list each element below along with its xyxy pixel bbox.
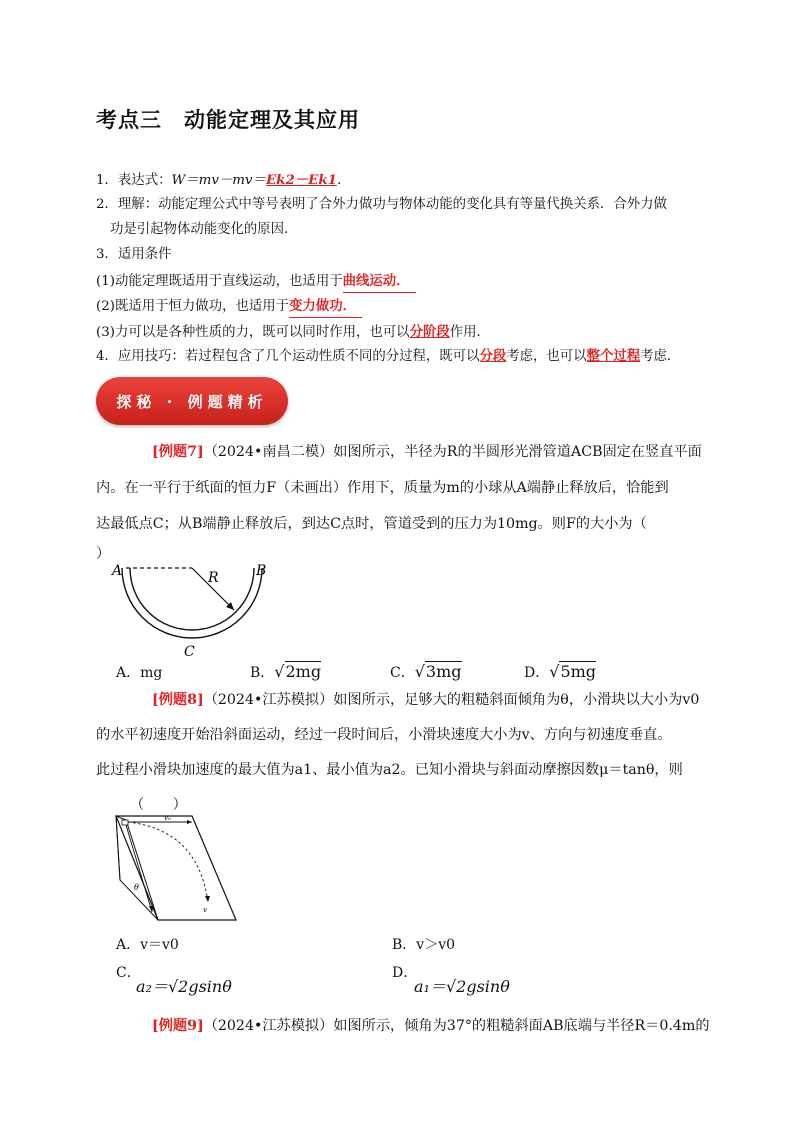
item-2: 2．理解：动能定理公式中等号表明了合外力做功与物体动能的变化具有等量代换关系．合外力做 (96, 197, 667, 212)
example-8-text-3: 此过程小滑块加速度的最大值为a1、最小值为a2。已知小滑块与斜面动摩擦因数μ＝tanθ，则 (96, 762, 683, 778)
item-5-text: (2)既适用于恒力做功，也适用于 (96, 299, 290, 314)
ex7-option-d[interactable]: D．√5mg (524, 662, 597, 681)
label-C: C (184, 644, 195, 660)
ex8-option-d-value: a₁＝√2gsinθ (414, 977, 510, 996)
item-1-end: . (336, 173, 342, 188)
item-7-text: 4．应用技巧：若过程包含了几个运动性质不同的分过程，既可以 (96, 349, 480, 364)
example-7-text-2: 内。在一平行于纸面的恒力F（未画出）作用下，质量为m的小球从A端静止释放后，恰能到 (96, 480, 669, 496)
item-2-cont: 功是引起物体动能变化的原因． (110, 222, 298, 237)
item-7-answer-2: 整个过程 (586, 348, 641, 364)
item-7-mid: 考虑，也可以 (506, 349, 587, 364)
item-1-formula: W＝mv－mv＝ (171, 173, 266, 188)
incline-plane (116, 816, 236, 920)
example-8-tag: [例题8] (152, 692, 204, 708)
example-7 (96, 436, 716, 570)
slider-block (122, 820, 128, 825)
ex7-option-c[interactable]: C．√3mg (390, 662, 462, 681)
example-8-text-1: （2024•江苏模拟）如图所示，足够大的粗糙斜面倾角为θ，小滑块以大小为v0 (203, 692, 700, 708)
item-6-text: (3)力可以是各种性质的力，既可以同时作用，也可以 (96, 325, 410, 340)
item-7-answer-1: 分段 (479, 348, 507, 364)
label-B: B (256, 563, 267, 579)
item-4-text: (1)动能定理既适用于直线运动，也适用于 (96, 274, 343, 289)
label-v0: v₀ (164, 814, 171, 822)
ex7-option-b[interactable]: B．√2mg (250, 662, 322, 681)
example-9-tag: [例题9] (152, 1018, 204, 1034)
incline-figure (108, 810, 244, 922)
ex7-option-c-label: C． (390, 665, 415, 681)
item-1-label: 1．表达式： (96, 173, 172, 188)
semicircle-pipe-figure (110, 560, 280, 660)
trajectory-arrowhead (205, 896, 210, 902)
item-4-answer: 曲线运动． (342, 273, 410, 289)
item-7 (96, 346, 680, 367)
v0-arrowhead (187, 820, 192, 824)
ex7-option-b-value: 2mg (285, 662, 322, 681)
label-R: R (208, 570, 219, 586)
section-title: 考点三 动能定理及其应用 (96, 108, 360, 132)
ex7-option-b-label: B． (250, 665, 275, 681)
example-8-text-4: （ ） (130, 797, 187, 813)
ex8-option-d-label: D． (392, 965, 418, 981)
ex7-option-a[interactable]: A．mg (116, 665, 163, 681)
item-1-answer: Ek2－Ek1 (265, 172, 337, 188)
label-v: v (203, 906, 207, 914)
section-banner: 探秘 · 例题精析 (96, 377, 288, 425)
ex7-option-d-value: 5mg (560, 662, 597, 681)
example-7-tag: [例题7] (152, 444, 204, 460)
item-1 (96, 170, 341, 191)
example-7-text-1: （2024•南昌二模）如图所示，半径为R的半圆形光滑管道ACB固定在竖直平面 (203, 444, 702, 460)
item-3: 3．适用条件 (96, 247, 172, 262)
item-7-end: 考虑． (640, 349, 681, 364)
ex7-option-d-label: D． (524, 665, 550, 681)
example-8-text-2: 的水平初速度开始沿斜面运动，经过一段时间后，小滑块速度大小为v、方向与初速度垂直。 (96, 727, 672, 743)
trajectory-curve (128, 822, 208, 902)
item-5-answer: 变力做功． (289, 298, 356, 314)
ex8-option-b[interactable]: B．v＞v0 (392, 937, 456, 953)
example-9 (152, 1010, 710, 1042)
gravity-line (126, 825, 152, 912)
pipe-inner-arc (130, 568, 254, 630)
item-6-answer: 分阶段 (409, 324, 450, 340)
item-6 (96, 322, 490, 343)
item-5 (96, 296, 362, 318)
ex7-option-c-value: 3mg (425, 662, 462, 681)
label-theta: θ (134, 883, 139, 892)
item-4 (96, 271, 416, 293)
example-8 (96, 684, 716, 821)
example-7-text-3: 达最低点C；从B端静止释放后，到达C点时，管道受到的压力为10mg。则F的大小为（ (96, 516, 647, 532)
item-6-end: 作用． (449, 325, 490, 340)
example-7-text-4: ） (96, 546, 111, 562)
ex8-option-c-value: a₂＝√2gsinθ (136, 977, 232, 996)
label-A: A (112, 563, 123, 579)
pipe-outer-arc (122, 568, 262, 638)
ex8-option-c-label: C． (116, 965, 141, 981)
example-9-text-1: （2024•江苏模拟）如图所示，倾角为37°的粗糙斜面AB底端与半径R＝0.4m的 (203, 1018, 710, 1034)
ex8-option-a[interactable]: A．v＝v0 (116, 937, 179, 953)
